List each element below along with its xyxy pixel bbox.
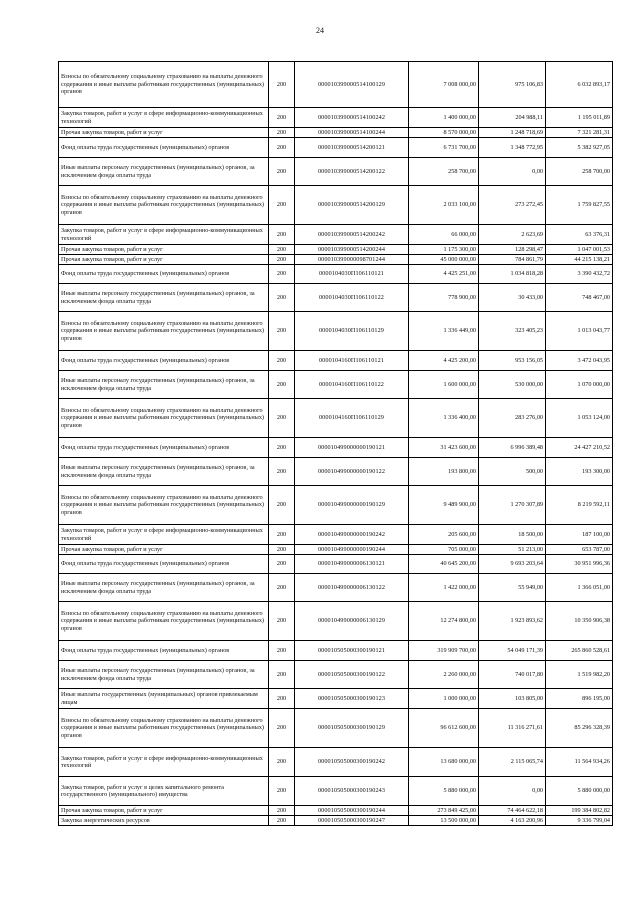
remaining-amount-cell: 896 195,00 (546, 689, 613, 709)
classification-code-cell: 000010505000300190123 (295, 689, 409, 709)
classification-code-cell: 000010399000514200244 (295, 245, 409, 255)
table-row (59, 108, 613, 128)
approved-amount-cell: 45 000 000,00 (409, 255, 479, 265)
remaining-amount-cell: 6 032 893,17 (546, 62, 613, 108)
executed-amount-cell: 784 861,79 (479, 255, 546, 265)
classification-code-cell: 000010505000300190247 (295, 816, 409, 826)
remaining-amount-cell: 187 100,00 (546, 525, 613, 545)
remaining-amount-cell: 199 384 802,82 (546, 806, 613, 816)
table-row (59, 458, 613, 486)
table-row (59, 265, 613, 284)
line-code-cell: 200 (269, 641, 295, 661)
line-code-cell: 200 (269, 689, 295, 709)
approved-amount-cell: 258 700,00 (409, 158, 479, 186)
remaining-amount-cell: 1 013 043,77 (546, 312, 613, 351)
line-code-cell: 200 (269, 545, 295, 555)
line-code-cell: 200 (269, 574, 295, 602)
classification-code-cell: 0000104030П106110129 (295, 312, 409, 351)
table-row (59, 574, 613, 602)
executed-amount-cell: 54 049 171,39 (479, 641, 546, 661)
remaining-amount-cell: 748 467,00 (546, 284, 613, 312)
executed-amount-cell: 4 163 200,96 (479, 816, 546, 826)
expense-name-cell: Взносы по обязательному социальному страхованию на выплаты денежного содержания и иные выплаты работникам государственных (муниципальных) органов (59, 312, 269, 351)
table-row (59, 399, 613, 438)
expense-name-cell: Закупка товаров, работ и услуг в сфере информационно-коммуникационных технологий (59, 525, 269, 545)
line-code-cell: 200 (269, 312, 295, 351)
approved-amount-cell: 1 175 300,00 (409, 245, 479, 255)
executed-amount-cell: 1 248 718,69 (479, 128, 546, 138)
table-row (59, 138, 613, 158)
classification-code-cell: 000010399000514100242 (295, 108, 409, 128)
expense-name-cell: Взносы по обязательному социальному страхованию на выплаты денежного содержания и иные выплаты работникам государственных (муниципальных) органов (59, 709, 269, 748)
classification-code-cell: 000010399000514200129 (295, 186, 409, 225)
remaining-amount-cell: 8 219 592,11 (546, 486, 613, 525)
executed-amount-cell: 0,00 (479, 158, 546, 186)
executed-amount-cell: 103 805,00 (479, 689, 546, 709)
approved-amount-cell: 319 909 700,00 (409, 641, 479, 661)
classification-code-cell: 000010499000006130129 (295, 602, 409, 641)
approved-amount-cell: 5 880 000,00 (409, 777, 479, 806)
remaining-amount-cell: 9 336 799,04 (546, 816, 613, 826)
approved-amount-cell: 705 000,00 (409, 545, 479, 555)
table-row (59, 371, 613, 399)
remaining-amount-cell: 1 053 124,00 (546, 399, 613, 438)
classification-code-cell: 000010399000514100244 (295, 128, 409, 138)
classification-code-cell: 000010399000514100129 (295, 62, 409, 108)
expense-name-cell: Закупка товаров, работ и услуг в сфере информационно-коммуникационных технологий (59, 748, 269, 777)
table-row (59, 525, 613, 545)
remaining-amount-cell: 1 070 000,00 (546, 371, 613, 399)
expense-name-cell: Иные выплаты персоналу государственных (муниципальных) органов, за исключением фонда оплаты труда (59, 371, 269, 399)
classification-code-cell: 0000104160П106110122 (295, 371, 409, 399)
executed-amount-cell: 975 106,83 (479, 62, 546, 108)
page-number: 24 (316, 26, 324, 35)
remaining-amount-cell: 7 321 281,31 (546, 128, 613, 138)
table-row (59, 255, 613, 265)
expense-name-cell: Взносы по обязательному социальному страхованию на выплаты денежного содержания и иные выплаты работникам государственных (муниципальных) органов (59, 602, 269, 641)
classification-code-cell: 000010505000300190129 (295, 709, 409, 748)
approved-amount-cell: 205 600,00 (409, 525, 479, 545)
executed-amount-cell: 530 000,00 (479, 371, 546, 399)
line-code-cell: 200 (269, 351, 295, 371)
expense-name-cell: Иные выплаты персоналу государственных (муниципальных) органов, за исключением фонда оплаты труда (59, 158, 269, 186)
table-row (59, 128, 613, 138)
line-code-cell: 200 (269, 816, 295, 826)
line-code-cell: 200 (269, 108, 295, 128)
expense-name-cell: Прочая закупка товаров, работ и услуг (59, 255, 269, 265)
remaining-amount-cell: 44 215 138,21 (546, 255, 613, 265)
expense-name-cell: Иные выплаты персоналу государственных (муниципальных) органов, за исключением фонда оплаты труда (59, 661, 269, 689)
table-row (59, 245, 613, 255)
line-code-cell: 200 (269, 399, 295, 438)
table-row (59, 689, 613, 709)
classification-code-cell: 000010499000006130121 (295, 555, 409, 574)
line-code-cell: 200 (269, 158, 295, 186)
expense-name-cell: Закупка энергетических ресурсов (59, 816, 269, 826)
remaining-amount-cell: 1 195 011,89 (546, 108, 613, 128)
approved-amount-cell: 8 570 000,00 (409, 128, 479, 138)
table-row (59, 602, 613, 641)
approved-amount-cell: 1 336 400,00 (409, 399, 479, 438)
line-code-cell: 200 (269, 486, 295, 525)
expense-name-cell: Прочая закупка товаров, работ и услуг (59, 545, 269, 555)
remaining-amount-cell: 3 472 043,95 (546, 351, 613, 371)
table-row (59, 351, 613, 371)
remaining-amount-cell: 85 296 328,39 (546, 709, 613, 748)
executed-amount-cell: 273 272,45 (479, 186, 546, 225)
classification-code-cell: 000010499000000190244 (295, 545, 409, 555)
table-row (59, 438, 613, 458)
executed-amount-cell: 11 316 271,61 (479, 709, 546, 748)
classification-code-cell: 000010399000514200122 (295, 158, 409, 186)
remaining-amount-cell: 265 860 528,61 (546, 641, 613, 661)
classification-code-cell: 000010505000300190244 (295, 806, 409, 816)
classification-code-cell: 000010505000300190243 (295, 777, 409, 806)
approved-amount-cell: 12 274 800,00 (409, 602, 479, 641)
remaining-amount-cell: 30 951 996,36 (546, 555, 613, 574)
executed-amount-cell: 1 270 307,89 (479, 486, 546, 525)
classification-code-cell: 000010399000098701244 (295, 255, 409, 265)
remaining-amount-cell: 653 787,00 (546, 545, 613, 555)
classification-code-cell: 000010505000300190122 (295, 661, 409, 689)
line-code-cell: 200 (269, 225, 295, 245)
table-row (59, 777, 613, 806)
line-code-cell: 200 (269, 62, 295, 108)
line-code-cell: 200 (269, 265, 295, 284)
approved-amount-cell: 6 731 700,00 (409, 138, 479, 158)
table-row (59, 158, 613, 186)
classification-code-cell: 000010499000000190122 (295, 458, 409, 486)
remaining-amount-cell: 63 376,31 (546, 225, 613, 245)
expense-name-cell: Иные выплаты государственных (муниципальных) органов привлекаемым лицам (59, 689, 269, 709)
line-code-cell: 200 (269, 438, 295, 458)
approved-amount-cell: 1 600 000,00 (409, 371, 479, 399)
table-row (59, 284, 613, 312)
remaining-amount-cell: 1 366 051,00 (546, 574, 613, 602)
table-row (59, 661, 613, 689)
executed-amount-cell: 953 156,05 (479, 351, 546, 371)
classification-code-cell: 0000104160П106110121 (295, 351, 409, 371)
classification-code-cell: 0000104030П106110121 (295, 265, 409, 284)
executed-amount-cell: 74 464 622,18 (479, 806, 546, 816)
approved-amount-cell: 13 500 000,00 (409, 816, 479, 826)
approved-amount-cell: 40 645 200,00 (409, 555, 479, 574)
classification-code-cell: 000010399000514200242 (295, 225, 409, 245)
expense-name-cell: Фонд оплаты труда государственных (муниципальных) органов (59, 555, 269, 574)
line-code-cell: 200 (269, 748, 295, 777)
line-code-cell: 200 (269, 186, 295, 225)
table-row (59, 545, 613, 555)
expense-name-cell: Взносы по обязательному социальному страхованию на выплаты денежного содержания и иные выплаты работникам государственных (муниципальных) органов (59, 186, 269, 225)
expense-name-cell: Фонд оплаты труда государственных (муниципальных) органов (59, 265, 269, 284)
line-code-cell: 200 (269, 128, 295, 138)
expense-name-cell: Взносы по обязательному социальному страхованию на выплаты денежного содержания и иные выплаты работникам государственных (муниципальных) органов (59, 486, 269, 525)
classification-code-cell: 000010505000300190121 (295, 641, 409, 661)
classification-code-cell: 000010499000000190121 (295, 438, 409, 458)
expense-name-cell: Прочая закупка товаров, работ и услуг (59, 128, 269, 138)
approved-amount-cell: 2 033 100,00 (409, 186, 479, 225)
classification-code-cell: 000010499000006130122 (295, 574, 409, 602)
executed-amount-cell: 2 115 065,74 (479, 748, 546, 777)
remaining-amount-cell: 258 700,00 (546, 158, 613, 186)
executed-amount-cell: 500,00 (479, 458, 546, 486)
executed-amount-cell: 51 213,00 (479, 545, 546, 555)
expense-name-cell: Иные выплаты персоналу государственных (муниципальных) органов, за исключением фонда оплаты труда (59, 458, 269, 486)
executed-amount-cell: 9 693 203,64 (479, 555, 546, 574)
table-row (59, 709, 613, 748)
table-row (59, 225, 613, 245)
line-code-cell: 200 (269, 806, 295, 816)
approved-amount-cell: 66 000,00 (409, 225, 479, 245)
line-code-cell: 200 (269, 458, 295, 486)
line-code-cell: 200 (269, 284, 295, 312)
remaining-amount-cell: 5 382 927,05 (546, 138, 613, 158)
line-code-cell: 200 (269, 602, 295, 641)
line-code-cell: 200 (269, 255, 295, 265)
table-row (59, 555, 613, 574)
expense-name-cell: Закупка товаров, работ и услуг в целях капитального ремонта государственного (муниципального) имущества (59, 777, 269, 806)
remaining-amount-cell: 1 047 001,53 (546, 245, 613, 255)
executed-amount-cell: 204 988,11 (479, 108, 546, 128)
line-code-cell: 200 (269, 661, 295, 689)
executed-amount-cell: 128 298,47 (479, 245, 546, 255)
table-row (59, 641, 613, 661)
approved-amount-cell: 778 900,00 (409, 284, 479, 312)
executed-amount-cell: 2 623,69 (479, 225, 546, 245)
executed-amount-cell: 1 923 893,62 (479, 602, 546, 641)
classification-code-cell: 000010499000000190242 (295, 525, 409, 545)
executed-amount-cell: 1 034 818,28 (479, 265, 546, 284)
approved-amount-cell: 1 400 000,00 (409, 108, 479, 128)
expense-name-cell: Иные выплаты персоналу государственных (муниципальных) органов, за исключением фонда оплаты труда (59, 574, 269, 602)
executed-amount-cell: 1 348 772,95 (479, 138, 546, 158)
line-code-cell: 200 (269, 525, 295, 545)
executed-amount-cell: 283 276,00 (479, 399, 546, 438)
expense-name-cell: Фонд оплаты труда государственных (муниципальных) органов (59, 138, 269, 158)
executed-amount-cell: 18 500,00 (479, 525, 546, 545)
approved-amount-cell: 31 423 600,00 (409, 438, 479, 458)
expense-name-cell: Фонд оплаты труда государственных (муниципальных) органов (59, 641, 269, 661)
remaining-amount-cell: 11 564 934,26 (546, 748, 613, 777)
classification-code-cell: 000010505000300190242 (295, 748, 409, 777)
approved-amount-cell: 273 849 425,00 (409, 806, 479, 816)
approved-amount-cell: 9 489 900,00 (409, 486, 479, 525)
table-row (59, 486, 613, 525)
remaining-amount-cell: 5 880 000,00 (546, 777, 613, 806)
remaining-amount-cell: 193 300,00 (546, 458, 613, 486)
executed-amount-cell: 323 405,23 (479, 312, 546, 351)
approved-amount-cell: 1 336 449,00 (409, 312, 479, 351)
remaining-amount-cell: 10 350 906,38 (546, 602, 613, 641)
approved-amount-cell: 1 422 000,00 (409, 574, 479, 602)
line-code-cell: 200 (269, 138, 295, 158)
approved-amount-cell: 7 008 000,00 (409, 62, 479, 108)
line-code-cell: 200 (269, 709, 295, 748)
expense-name-cell: Фонд оплаты труда государственных (муниципальных) органов (59, 438, 269, 458)
line-code-cell: 200 (269, 555, 295, 574)
executed-amount-cell: 30 433,00 (479, 284, 546, 312)
classification-code-cell: 000010399000514200121 (295, 138, 409, 158)
executed-amount-cell: 0,00 (479, 777, 546, 806)
line-code-cell: 200 (269, 245, 295, 255)
executed-amount-cell: 6 996 389,48 (479, 438, 546, 458)
approved-amount-cell: 2 260 000,00 (409, 661, 479, 689)
line-code-cell: 200 (269, 777, 295, 806)
table-row (59, 186, 613, 225)
table-row (59, 806, 613, 816)
classification-code-cell: 0000104030П106110122 (295, 284, 409, 312)
executed-amount-cell: 740 017,80 (479, 661, 546, 689)
expense-name-cell: Закупка товаров, работ и услуг в сфере информационно-коммуникационных технологий (59, 225, 269, 245)
approved-amount-cell: 4 425 200,00 (409, 351, 479, 371)
line-code-cell: 200 (269, 371, 295, 399)
expense-name-cell: Фонд оплаты труда государственных (муниципальных) органов (59, 351, 269, 371)
classification-code-cell: 0000104160П106110129 (295, 399, 409, 438)
expense-name-cell: Прочая закупка товаров, работ и услуг (59, 245, 269, 255)
budget-execution-table (58, 61, 613, 826)
expense-name-cell: Иные выплаты персоналу государственных (муниципальных) органов, за исключением фонда оплаты труда (59, 284, 269, 312)
remaining-amount-cell: 3 390 432,72 (546, 265, 613, 284)
remaining-amount-cell: 1 759 827,55 (546, 186, 613, 225)
table-row (59, 62, 613, 108)
table-row (59, 748, 613, 777)
approved-amount-cell: 13 680 000,00 (409, 748, 479, 777)
remaining-amount-cell: 1 519 982,20 (546, 661, 613, 689)
approved-amount-cell: 4 425 251,00 (409, 265, 479, 284)
table-row (59, 312, 613, 351)
expense-name-cell: Прочая закупка товаров, работ и услуг (59, 806, 269, 816)
remaining-amount-cell: 24 427 210,52 (546, 438, 613, 458)
classification-code-cell: 000010499000000190129 (295, 486, 409, 525)
expense-name-cell: Закупка товаров, работ и услуг в сфере информационно-коммуникационных технологий (59, 108, 269, 128)
executed-amount-cell: 55 949,00 (479, 574, 546, 602)
approved-amount-cell: 193 800,00 (409, 458, 479, 486)
expense-name-cell: Взносы по обязательному социальному страхованию на выплаты денежного содержания и иные выплаты работникам государственных (муниципальных) органов (59, 62, 269, 108)
table-row (59, 816, 613, 826)
expense-name-cell: Взносы по обязательному социальному страхованию на выплаты денежного содержания и иные выплаты работникам государственных (муниципальных) органов (59, 399, 269, 438)
approved-amount-cell: 1 000 000,00 (409, 689, 479, 709)
approved-amount-cell: 96 612 600,00 (409, 709, 479, 748)
